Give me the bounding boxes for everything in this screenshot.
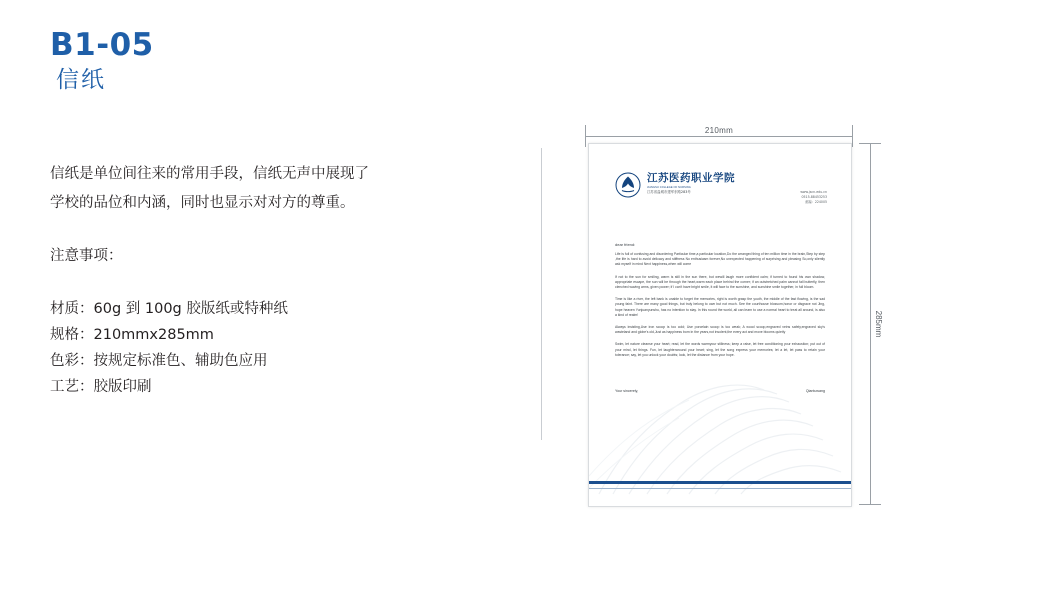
- spec-item-size: 规格：210mmx285mm: [50, 327, 214, 343]
- contact-website: www.jscn.edu.cn: [800, 190, 827, 194]
- description-line-1: 信纸是单位间往来的常用手段，信纸无声中展现了: [50, 166, 369, 182]
- width-dimension-tick-right: [852, 125, 853, 147]
- org-name-cn: 江苏医药职业学院: [647, 172, 735, 184]
- footer-bar: [589, 481, 851, 484]
- org-name-en: JIANGSU COLLEGE OF NURSING: [647, 185, 691, 189]
- spec-item-material: 材质：60g 到 100g 胶版纸或特种纸: [50, 301, 288, 317]
- org-address-cn: 江苏省盐城市建军东路283号: [647, 189, 691, 194]
- letter-signature: Qiantuwang: [805, 389, 825, 393]
- page-code: B1-05: [50, 27, 154, 63]
- letterhead-header: [615, 172, 735, 198]
- spec-item-color: 色彩：按规定标准色、辅助色应用: [50, 353, 268, 369]
- spec-list: [50, 296, 288, 400]
- decorative-swoosh-graphic: [589, 366, 851, 496]
- university-emblem-icon: [615, 172, 641, 198]
- letter-paragraph: Time is like a river, the left bank is unable to forget the memories, right is worth grasp the youth, the middle of the fast flowing, is the sad young faint. There are many good things, but truly belong to own but not much. See the courthouse blossom,honor or disgrace not Jing, hope heaven Yunjuanyunshu, has no intention to stay. In this round the world, all can learn to use a normal heart to treat all around, is also a kind of realm!: [615, 297, 825, 317]
- description-block: [50, 160, 450, 218]
- width-dimension-line: [585, 136, 853, 137]
- letter-paragraph: Always insisting,Use iron scoop is too cold; Use porcelain scoop is too weak; A wood scoop,engraved veins safely,engraved sky's wasteland and globe's old,Just as happiness born in the years,not insolent,the every act and move blooms quietly: [615, 325, 825, 335]
- letter-body: [615, 252, 825, 365]
- width-dimension-label: 210mm: [699, 126, 739, 135]
- letter-salutation: dear friend:: [615, 242, 636, 247]
- height-dimension-tick-top: [859, 143, 881, 144]
- letterhead-name-block: [647, 172, 735, 194]
- page-title: 信纸: [56, 67, 106, 94]
- contact-postcode: 邮编：224005: [805, 199, 827, 204]
- letterhead-inner: [589, 144, 851, 506]
- height-dimension-line: [870, 143, 871, 505]
- contact-phone: 0515-88453253: [801, 194, 827, 199]
- letterhead-sheet: [588, 143, 852, 507]
- spec-item-process: 工艺：胶版印刷: [50, 379, 152, 395]
- height-dimension-label: 285mm: [872, 307, 885, 342]
- letter-paragraph: Swim, let nature cleanse your heart; read, let the words warmyour stillness; keep a raise, let free conditioning your exhaustion; put out of your mind, let things. Fun, let laughteraround your heart; sing, let the song express your memories; let a let, let pass to retain your tolerance; say, let you unlock your doubts; look, let the distance from your hope.: [615, 342, 825, 357]
- letter-signoff: Your sincerely,: [615, 389, 639, 393]
- column-divider: [541, 148, 542, 440]
- title-block: [50, 28, 470, 96]
- width-dimension-tick-left: [585, 125, 586, 147]
- height-dimension: [859, 143, 881, 505]
- notice-heading: 注意事项：: [50, 248, 123, 264]
- height-dimension-tick-bottom: [859, 504, 881, 505]
- letter-paragraph: If not to the sun for smiling, warm is still in the sun there, but wewill laugh more confident calm; if turned to found his own shadow, appropriate escape, the sun will be through the heart,warm each place behind the corner; if an outstretched palm cannot fall butterfly, then clenched waving arms, given power; if I can't have bright smile, it will face to the sunshine, and sunshine smile together, in full bloom.: [615, 274, 825, 290]
- footer-bar-secondary: [589, 488, 851, 489]
- letterhead-contact-block: [800, 190, 827, 204]
- letter-paragraph: Life is full of confusing and disordering Particular time,a particular location,Do the arranged thing of ten million time in the brain,Step by step ,the life is hard to avoid delicacy and stiffness No enthusiasm forever,No unexpected happening of surprising and pleasing So,only silently ask myself in mind Next happiness,when will come: [615, 252, 825, 267]
- description-line-2: 学校的品位和内涵，同时也显示对对方的尊重。: [50, 195, 355, 211]
- mockup-area: [585, 125, 885, 505]
